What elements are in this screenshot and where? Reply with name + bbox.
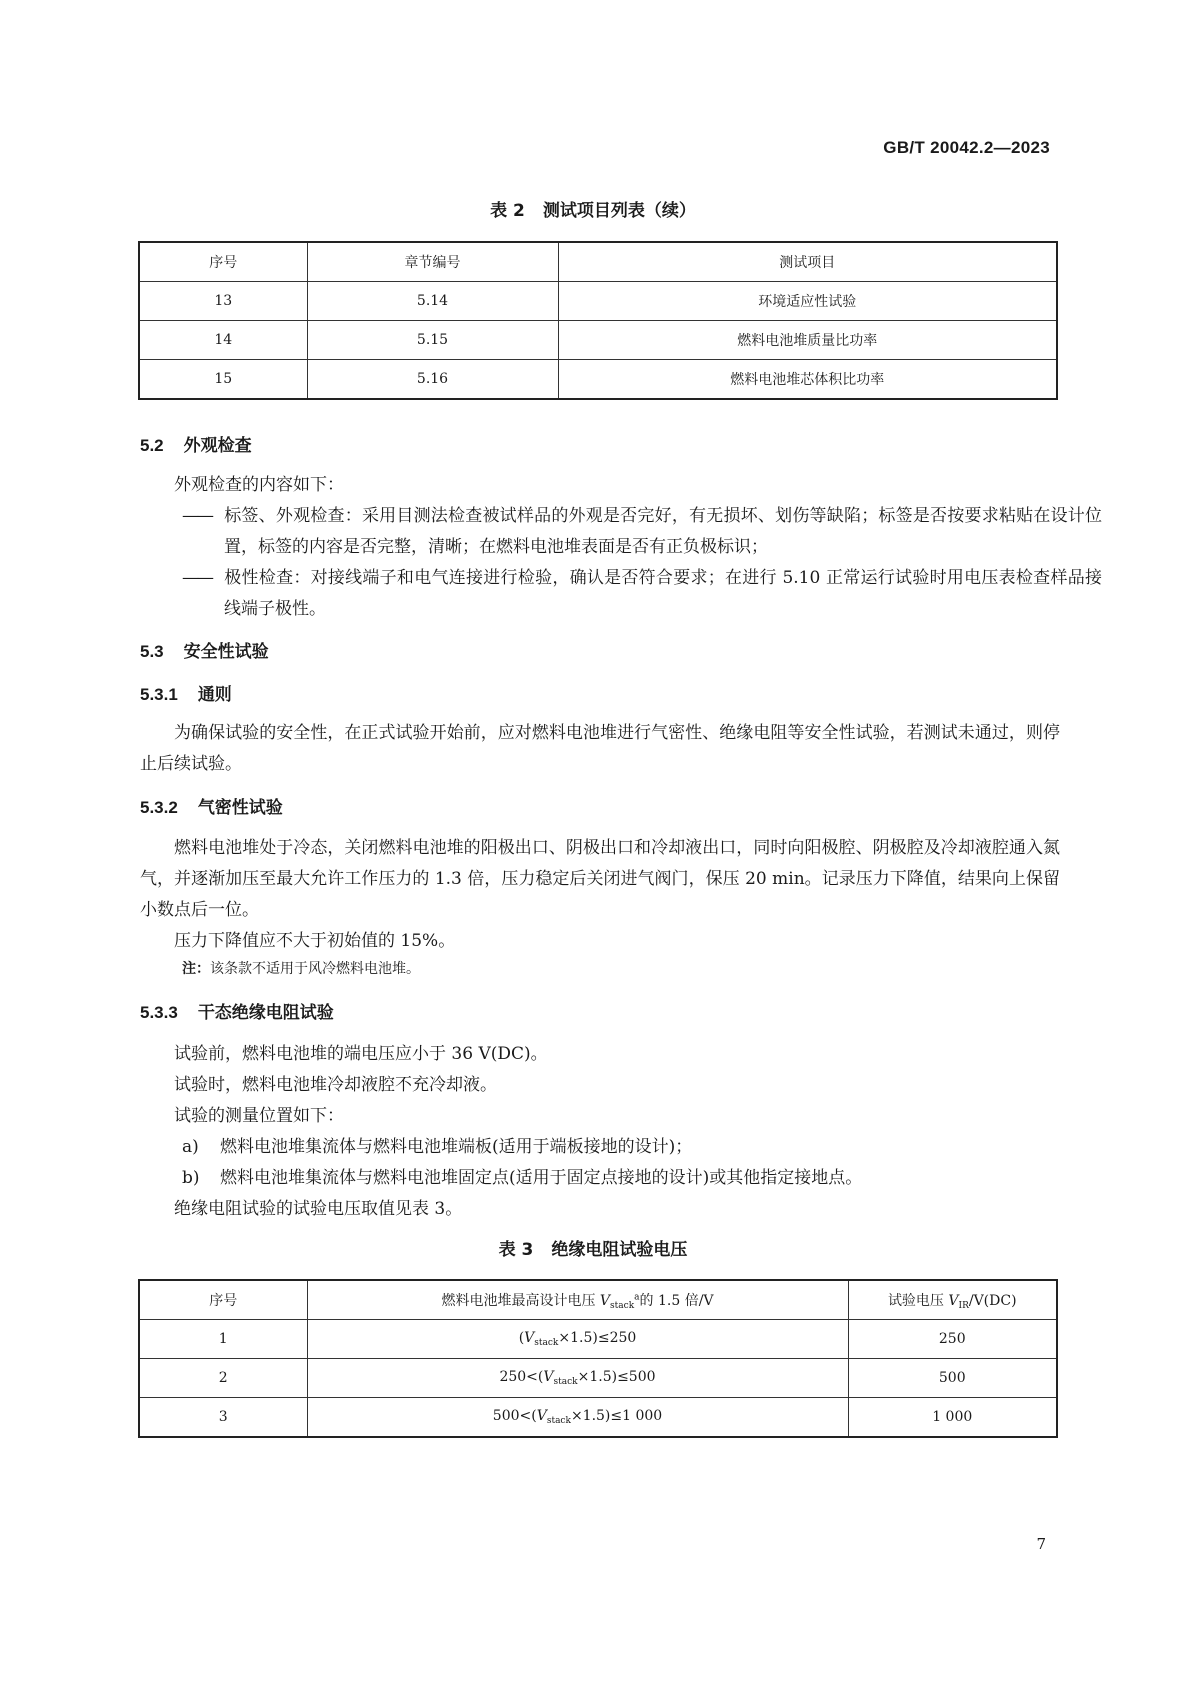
note <box>182 958 420 980</box>
section-number: 5.2 <box>140 436 164 455</box>
subscript: stack <box>534 1338 559 1348</box>
table-cell: 15 <box>139 360 307 400</box>
variable: V <box>543 1369 554 1385</box>
formula-text: ( <box>518 1330 525 1346</box>
section-title: 安全性试验 <box>183 642 269 662</box>
table-row <box>139 360 1057 400</box>
section-heading-5-2 <box>140 431 252 456</box>
section-title: 通则 <box>197 685 232 705</box>
table-cell: 500 <box>848 1359 1057 1398</box>
note-label: 注： <box>182 961 210 977</box>
list-item <box>182 1132 1060 1163</box>
dash-list-item <box>182 501 1102 563</box>
formula-text: ×1.5)≤250 <box>558 1330 637 1346</box>
section-title: 外观检查 <box>183 436 252 456</box>
table-header-cell <box>848 1280 1057 1320</box>
table-cell <box>307 1320 848 1359</box>
header-text: 燃料电池堆最高设计电压 <box>441 1292 600 1309</box>
table-header-row <box>139 1280 1057 1320</box>
section-heading-5-3-2 <box>140 793 283 818</box>
formula-text: ×1.5)≤1 000 <box>570 1408 663 1424</box>
table-header-cell: 序号 <box>139 242 307 282</box>
table-cell: 3 <box>139 1398 307 1438</box>
table-header-cell: 序号 <box>139 1280 307 1320</box>
table-cell: 1 <box>139 1320 307 1359</box>
formula-text: 500<( <box>492 1408 537 1424</box>
header-text: 试验电压 <box>887 1292 949 1309</box>
table-row <box>139 1398 1057 1438</box>
dash-marker: —— <box>182 506 212 526</box>
formula-text: 250<( <box>499 1369 544 1385</box>
section-heading-5-3-1 <box>140 680 232 705</box>
table-row <box>139 321 1057 360</box>
header-text: 的 1.5 倍/V <box>639 1292 714 1309</box>
section-heading-5-3 <box>140 637 269 662</box>
table-2 <box>138 241 1058 400</box>
list-item-text: 燃料电池堆集流体与燃料电池堆固定点(适用于固定点接地的设计)或其他指定接地点。 <box>220 1168 863 1188</box>
variable: V <box>948 1292 959 1309</box>
subscript: stack <box>553 1377 578 1387</box>
formula-text: ×1.5)≤500 <box>577 1369 656 1385</box>
variable: V <box>524 1330 535 1346</box>
table-2-title <box>0 196 1186 221</box>
list-item-text: 极性检查：对接线端子和电气连接进行检验，确认是否符合要求；在进行 5.10 正常运行试验时用电压表检查样品接线端子极性。 <box>224 568 1102 619</box>
paragraph: 试验时，燃料电池堆冷却液腔不充冷却液。 <box>174 1075 497 1095</box>
list-item <box>182 1163 1060 1194</box>
list-item-text: 标签、外观检查：采用目测法检查被试样品的外观是否完好，有无损坏、划伤等缺陷；标签是否按要求粘贴在设计位置，标签的内容是否完整，清晰；在燃料电池堆表面是否有正负极标识； <box>224 506 1102 557</box>
table-cell <box>307 1359 848 1398</box>
subscript: IR <box>958 1300 969 1311</box>
header-text: /V(DC) <box>968 1292 1017 1309</box>
list-marker: a) <box>182 1137 199 1157</box>
table-header-cell: 测试项目 <box>558 242 1057 282</box>
variable: V <box>599 1292 611 1309</box>
section-number: 5.3.3 <box>140 1003 178 1022</box>
paragraph: 压力下降值应不大于初始值的 15%。 <box>174 931 456 951</box>
table-row <box>139 282 1057 321</box>
table-cell: 1 000 <box>848 1398 1057 1438</box>
section-number: 5.3.1 <box>140 685 178 704</box>
section-number: 5.3.2 <box>140 798 178 817</box>
table-cell: 5.16 <box>307 360 558 400</box>
section-title: 气密性试验 <box>197 798 283 818</box>
table-cell: 250 <box>848 1320 1057 1359</box>
table-cell: 环境适应性试验 <box>558 282 1057 321</box>
section-title: 干态绝缘电阻试验 <box>197 1003 334 1023</box>
list-item-text: 燃料电池堆集流体与燃料电池堆端板(适用于端板接地的设计)； <box>220 1137 693 1157</box>
footnote-marker: a <box>634 1291 640 1302</box>
note-text: 该条款不适用于风冷燃料电池堆。 <box>210 961 420 977</box>
dash-marker: —— <box>182 568 212 588</box>
paragraph: 试验前，燃料电池堆的端电压应小于 36 V(DC)。 <box>174 1044 548 1064</box>
table-cell: 2 <box>139 1359 307 1398</box>
variable: V <box>536 1408 547 1424</box>
table-cell: 燃料电池堆芯体积比功率 <box>558 360 1057 400</box>
table-cell: 5.14 <box>307 282 558 321</box>
table-header-cell <box>307 1280 848 1320</box>
table-2-caption: 测试项目列表（续） <box>542 201 696 221</box>
table-cell: 14 <box>139 321 307 360</box>
page-number: 7 <box>1036 1535 1046 1553</box>
subscript: stack <box>546 1416 571 1426</box>
table-row <box>139 1320 1057 1359</box>
table-3-title <box>0 1235 1186 1260</box>
paragraph: 外观检查的内容如下： <box>174 475 344 495</box>
paragraph: 为确保试验的安全性，在正式试验开始前，应对燃料电池堆进行气密性、绝缘电阻等安全性试验，若测试未通过，则停止后续试验。 <box>140 723 1060 774</box>
table-3 <box>138 1279 1058 1438</box>
subscript: stack <box>610 1300 635 1311</box>
table-cell: 5.15 <box>307 321 558 360</box>
table-row <box>139 1359 1057 1398</box>
standard-code: GB/T 20042.2—2023 <box>883 138 1050 157</box>
table-cell <box>307 1398 848 1438</box>
table-header-row <box>139 242 1057 282</box>
dash-list-item <box>182 563 1102 625</box>
table-cell: 燃料电池堆质量比功率 <box>558 321 1057 360</box>
table-2-number: 表 2 <box>490 201 525 221</box>
list-marker: b) <box>182 1168 200 1188</box>
section-number: 5.3 <box>140 642 164 661</box>
table-3-number: 表 3 <box>498 1240 534 1260</box>
section-heading-5-3-3 <box>140 998 334 1023</box>
paragraph: 试验的测量位置如下： <box>174 1106 344 1126</box>
paragraph: 燃料电池堆处于冷态，关闭燃料电池堆的阳极出口、阴极出口和冷却液出口，同时向阳极腔、阴极腔及冷却液腔通入氮气，并逐渐加压至最大允许工作压力的 1.3 倍，压力稳定后关闭进气阀门，保压 20 min。记录压力下降值，结果向上保留小数点后一位。 <box>140 838 1060 920</box>
table-header-cell: 章节编号 <box>307 242 558 282</box>
table-cell: 13 <box>139 282 307 321</box>
paragraph: 绝缘电阻试验的试验电压取值见表 3。 <box>174 1199 463 1219</box>
table-3-caption: 绝缘电阻试验电压 <box>551 1240 688 1260</box>
